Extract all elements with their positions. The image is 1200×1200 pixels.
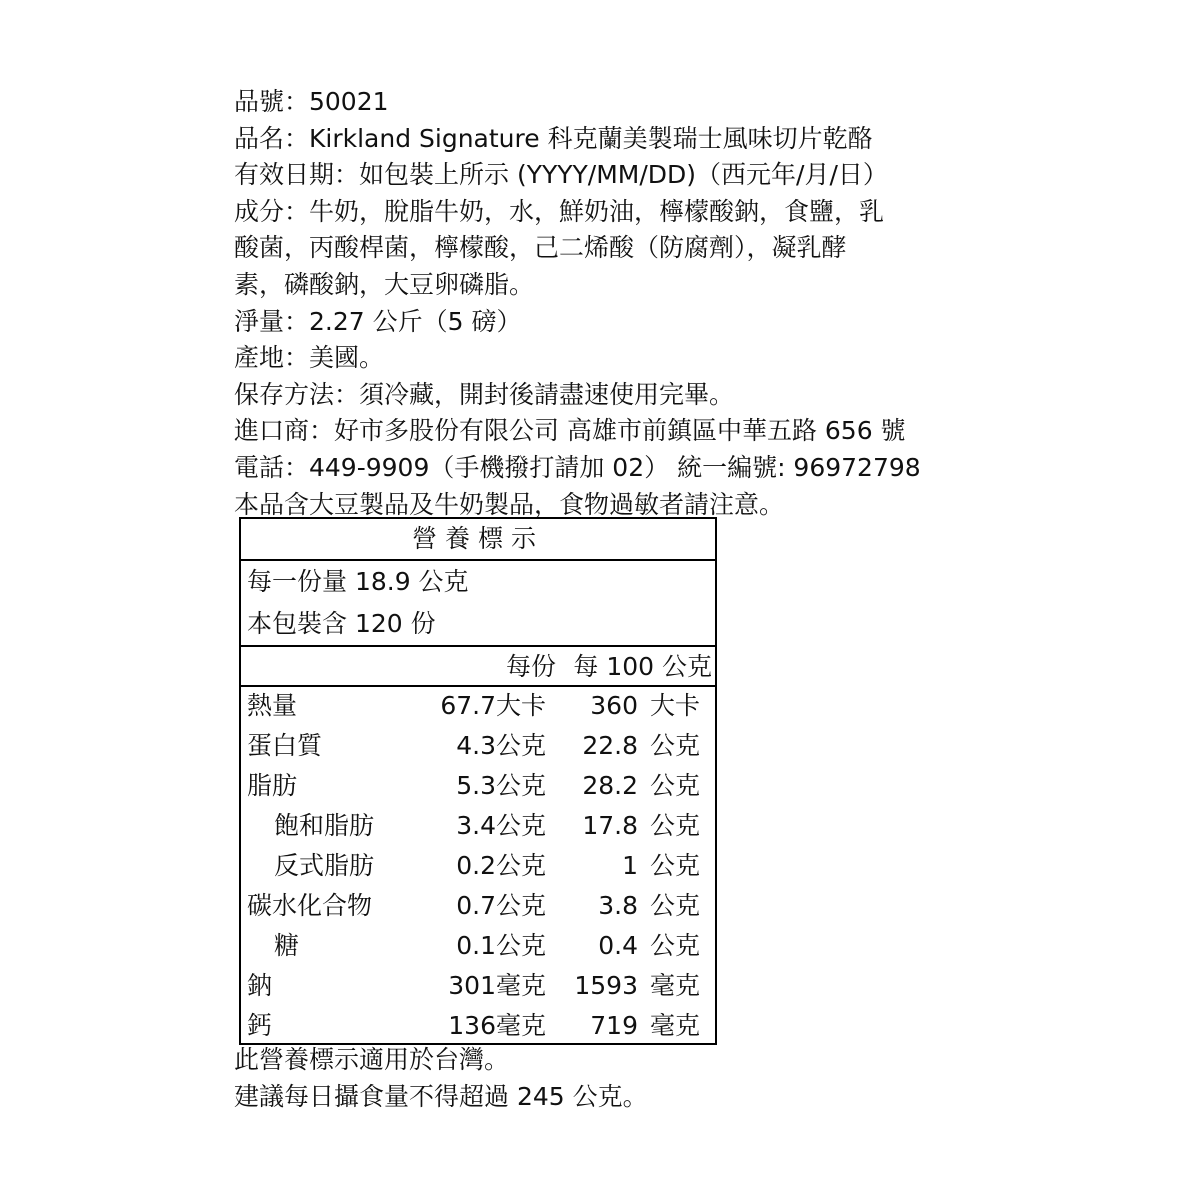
item-number: 品號：50021 [234, 87, 389, 116]
product-name: 品名：Kirkland Signature 科克蘭美製瑞士風味切片乾酪 [234, 123, 873, 153]
per-100g-unit: 公克 [650, 731, 701, 760]
column-header-per-100g: 每 100 公克 [573, 652, 712, 681]
per-100g-value: 3.8 [598, 891, 638, 920]
ingredients-line-2: 酸菌，丙酸桿菌，檸檬酸，己二烯酸（防腐劑），凝乳酵 [234, 233, 847, 263]
per-serving-value: 67.7 [440, 691, 496, 720]
expiry-date: 有效日期：如包裝上所示 (YYYY/MM/DD)（西元年/月/日） [234, 160, 888, 190]
per-100g-unit: 公克 [650, 771, 701, 800]
nutrient-row-sugar [241, 926, 715, 966]
ingredients-line-3: 素，磷酸鈉，大豆卵磷脂。 [234, 269, 535, 299]
nutrient-row-fat [241, 766, 715, 806]
nutrition-facts-table [239, 517, 717, 1045]
applicable-region-note: 此營養標示適用於台灣。 [234, 1045, 510, 1074]
servings-per-pack: 本包裝含 120 份 [247, 609, 436, 638]
per-100g-value: 1593 [574, 971, 638, 1000]
allergen-notice: 本品含大豆製品及牛奶製品，食物過敏者請注意。 [234, 489, 785, 519]
column-header-per-serving: 每份 [505, 652, 556, 681]
nutrient-row-calories [241, 686, 715, 726]
per-serving-value: 0.2 [456, 851, 496, 880]
per-serving-unit: 公克 [496, 771, 547, 800]
serving-size: 每一份量 18.9 公克 [247, 567, 469, 596]
product-info [234, 84, 921, 523]
nutrient-name: 熱量 [247, 691, 298, 720]
nutrient-name: 蛋白質 [247, 731, 323, 760]
label-footer [234, 1041, 648, 1114]
per-100g-unit: 公克 [650, 811, 701, 840]
per-serving-value: 3.4 [456, 811, 496, 840]
per-serving-unit: 公克 [496, 851, 547, 880]
storage-method: 保存方法：須冷藏，開封後請盡速使用完畢。 [234, 379, 735, 409]
phone-and-tax-id: 電話：449-9909（手機撥打請加 02） 統一編號: 96972798 [234, 452, 921, 482]
nutrient-row-protein [241, 726, 715, 766]
nutrient-row-calcium [241, 1006, 715, 1046]
per-100g-value: 1 [622, 851, 638, 880]
per-100g-unit: 公克 [650, 931, 701, 960]
per-serving-unit: 大卡 [496, 691, 547, 720]
per-serving-unit: 公克 [496, 811, 547, 840]
nutrient-name: 碳水化合物 [247, 891, 373, 920]
per-100g-unit: 公克 [650, 851, 701, 880]
per-serving-value: 5.3 [456, 771, 496, 800]
per-serving-unit: 公克 [496, 891, 547, 920]
per-serving-unit: 毫克 [496, 971, 547, 1000]
nutrient-row-trans-fat [241, 846, 715, 886]
ingredients-line-1: 成分：牛奶，脫脂牛奶，水，鮮奶油，檸檬酸鈉，食鹽，乳 [234, 196, 885, 226]
per-serving-unit: 毫克 [496, 1011, 547, 1040]
per-100g-value: 719 [590, 1011, 638, 1040]
per-100g-unit: 毫克 [650, 971, 701, 1000]
net-weight: 淨量：2.27 公斤（5 磅） [234, 306, 522, 336]
per-100g-value: 28.2 [582, 771, 638, 800]
per-serving-unit: 公克 [496, 731, 547, 760]
per-100g-unit: 公克 [650, 891, 701, 920]
nutrient-name: 糖 [274, 931, 300, 960]
nutrition-title: 營養標示 [411, 524, 544, 553]
per-serving-value: 4.3 [456, 731, 496, 760]
nutrient-name: 飽和脂肪 [274, 811, 375, 840]
per-100g-value: 0.4 [598, 931, 638, 960]
per-serving-unit: 公克 [496, 931, 547, 960]
nutrient-row-sodium [241, 966, 715, 1006]
per-serving-value: 0.7 [456, 891, 496, 920]
nutrient-name: 反式脂肪 [274, 851, 375, 880]
per-serving-value: 136 [448, 1011, 496, 1040]
nutrient-name: 鈉 [247, 971, 273, 1000]
per-100g-unit: 大卡 [650, 691, 701, 720]
nutrient-name: 脂肪 [247, 771, 298, 800]
nutrient-row-carbohydrate [241, 886, 715, 926]
per-serving-value: 301 [448, 971, 496, 1000]
nutrient-name: 鈣 [247, 1011, 273, 1040]
per-100g-value: 22.8 [582, 731, 638, 760]
per-100g-unit: 毫克 [650, 1011, 701, 1040]
per-100g-value: 360 [590, 691, 638, 720]
importer: 進口商：好市多股份有限公司 高雄市前鎮區中華五路 656 號 [234, 416, 906, 446]
per-100g-value: 17.8 [582, 811, 638, 840]
nutrient-row-saturated-fat [241, 806, 715, 846]
origin: 產地：美國。 [234, 343, 385, 373]
daily-intake-note: 建議每日攝食量不得超過 245 公克。 [234, 1081, 648, 1111]
per-serving-value: 0.1 [456, 931, 496, 960]
